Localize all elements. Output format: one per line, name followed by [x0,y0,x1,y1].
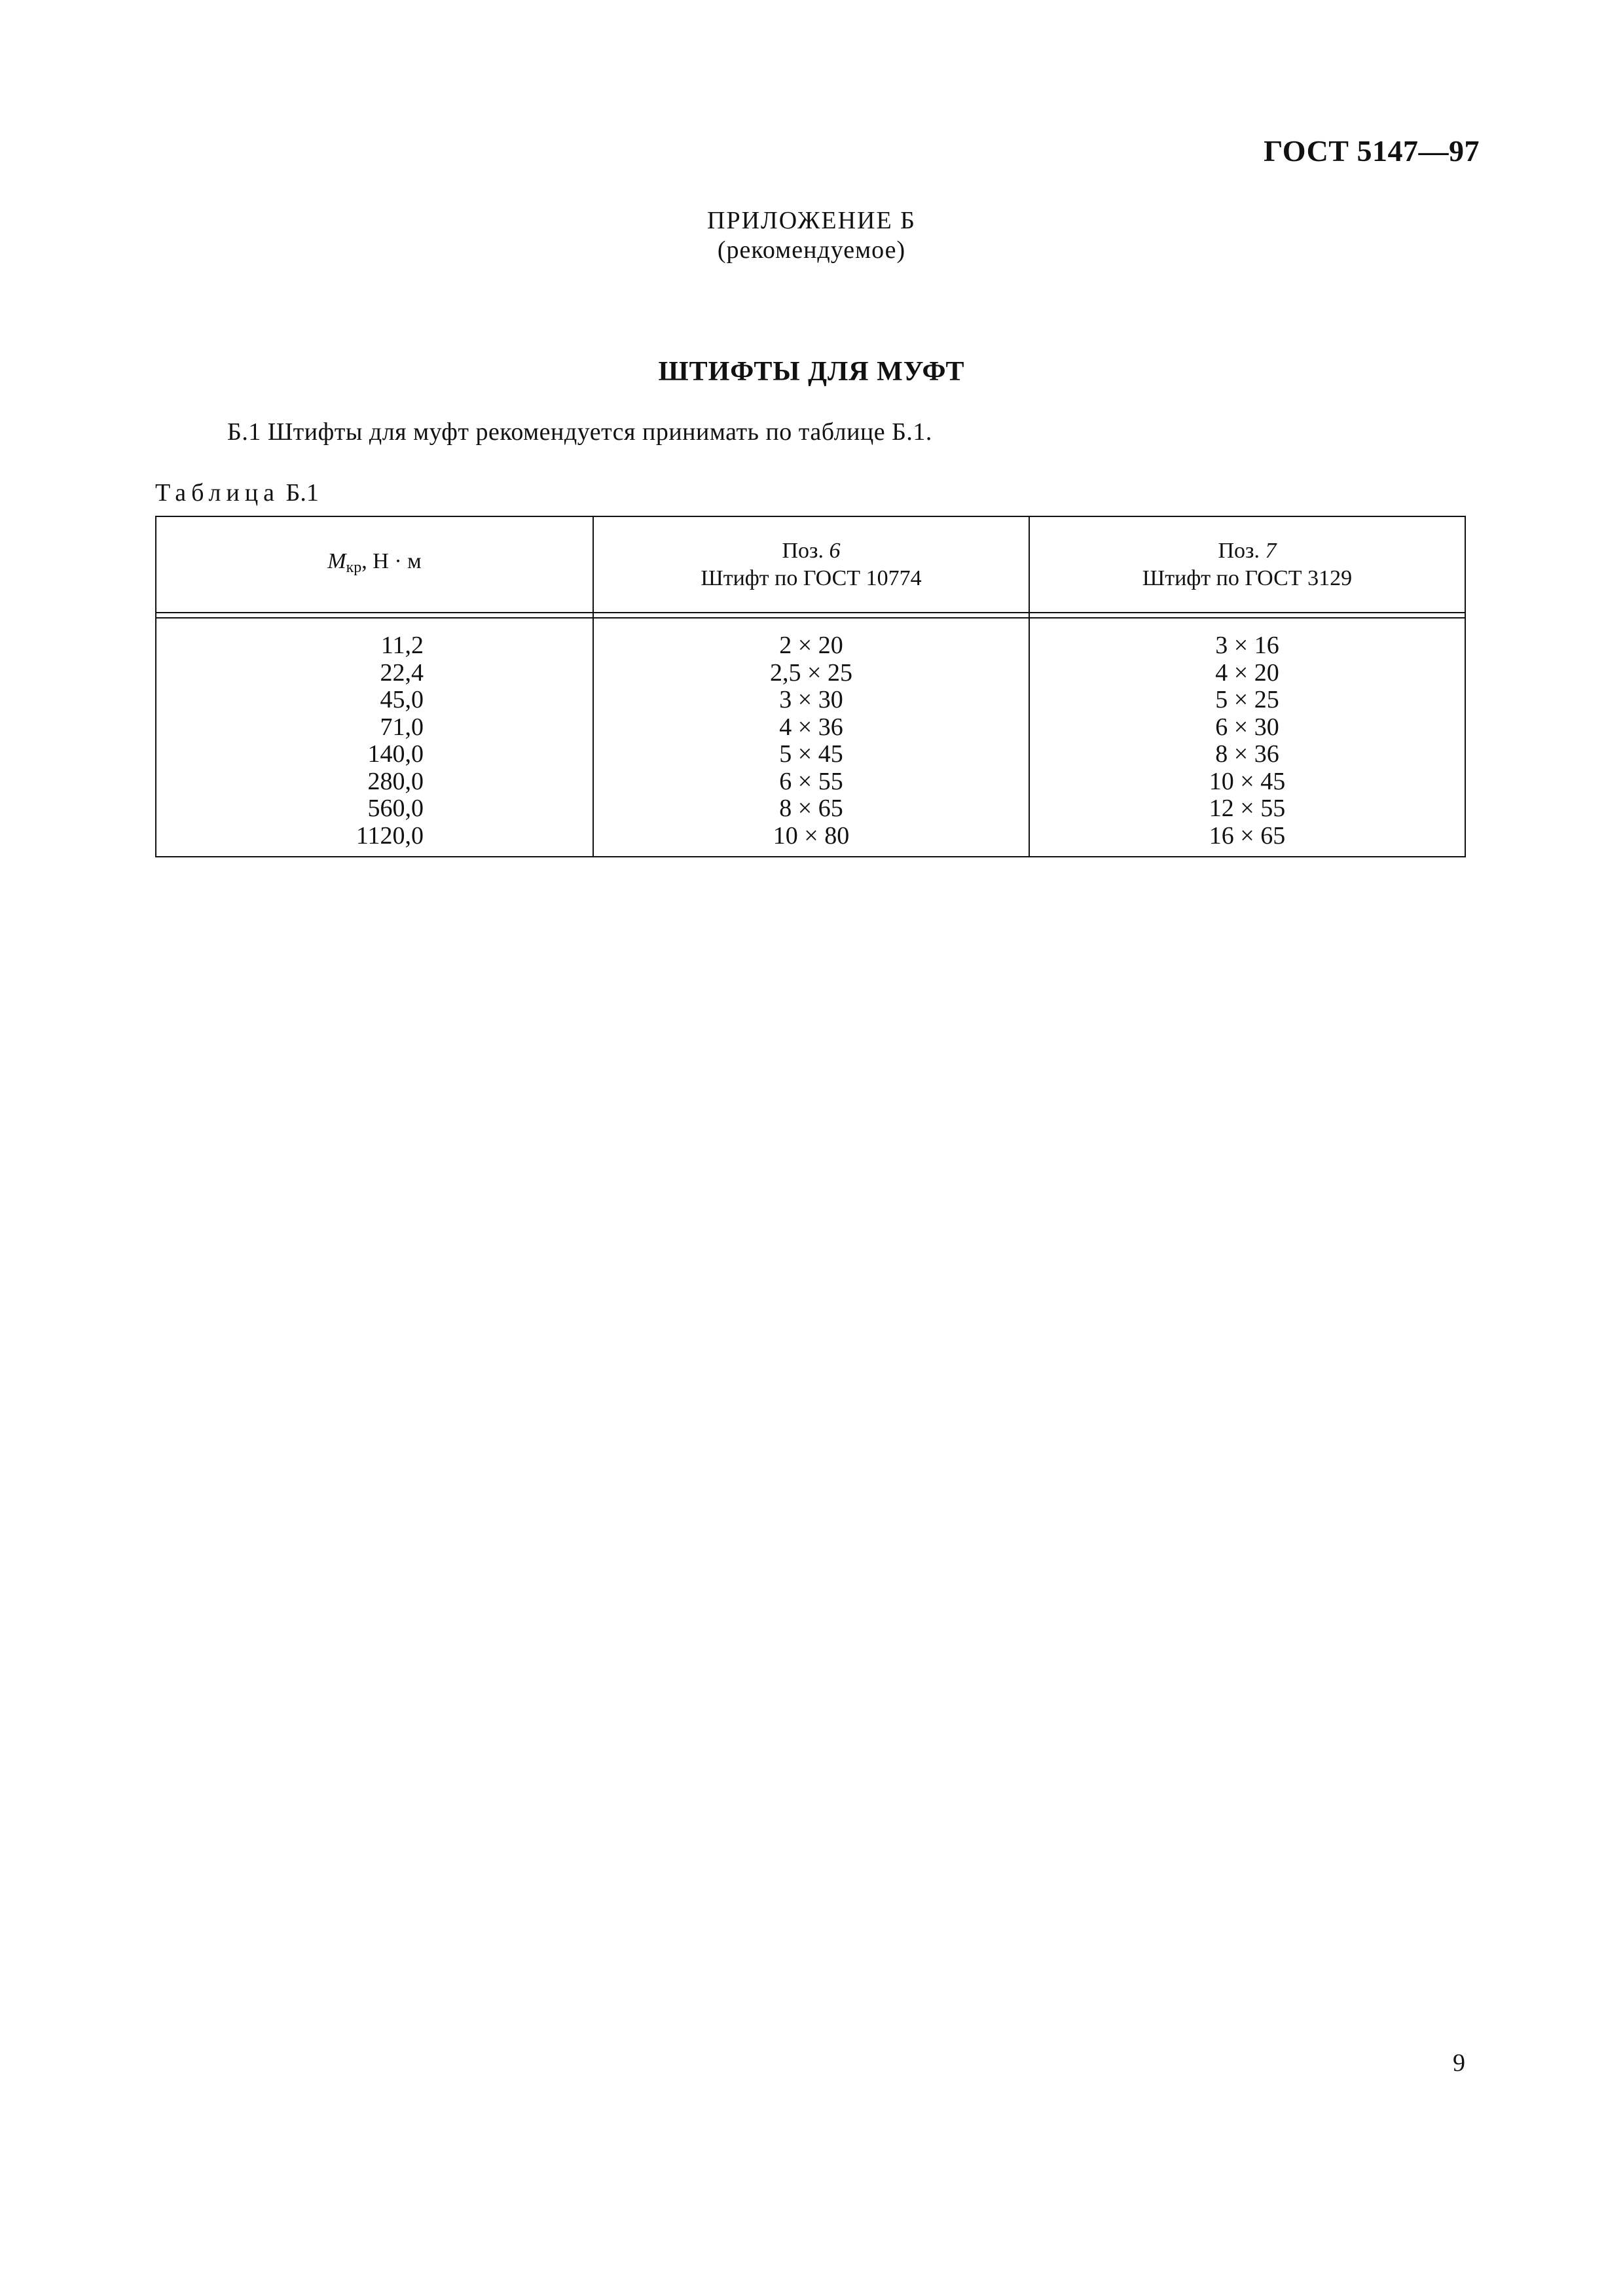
pin-pos7-cell: 5 × 25 [1215,686,1279,713]
section-title: ШТИФТЫ ДЛЯ МУФТ [658,357,965,387]
header-torque-label [327,548,421,581]
pin-pos6-cell: 4 × 36 [779,713,843,741]
appendix-title: ПРИЛОЖЕНИЕ Б [707,207,916,234]
header-cell-pos6 [594,517,1029,612]
torque-cell: 22,4 [380,658,424,687]
pin-pos6-column [594,632,1029,850]
pos-number: 6 [829,538,841,563]
header-divider [156,612,1465,613]
torque-cell: 280,0 [367,767,424,795]
torque-subscript: кр [346,559,362,576]
pin-pos6-cell: 6 × 55 [779,767,843,795]
table-caption-word: Таблица [155,479,280,507]
pin-pos7-cell: 10 × 45 [1209,767,1286,795]
pos-label: Поз. [782,538,824,563]
torque-column [156,632,593,850]
torque-unit: , Н · м [361,549,422,573]
pin-pos7-cell: 6 × 30 [1215,713,1279,741]
torque-cell: 11,2 [380,632,424,659]
table-caption [155,478,319,507]
torque-cell: 140,0 [367,740,424,768]
document-code: ГОСТ 5147—97 [1264,134,1480,168]
pin-pos7-cell: 16 × 65 [1209,821,1286,850]
pin-pos6-cell: 8 × 65 [779,795,843,822]
torque-cell: 560,0 [367,795,424,822]
pos-label: Поз. [1218,538,1260,563]
header-pos6-line [782,537,841,565]
header-cell-pos7 [1030,517,1465,612]
pos-number: 7 [1265,538,1277,563]
pin-pos7-column [1030,632,1465,850]
torque-cell: 71,0 [380,713,424,741]
pin-pos7-cell: 12 × 55 [1209,795,1286,822]
pin-pos6-cell: 2,5 × 25 [770,658,852,687]
pin-pos7-cell: 4 × 20 [1215,658,1279,687]
paragraph-b1: Б.1 Штифты для муфт рекомендуется принимать по таблице Б.1. [227,418,932,446]
pins-table [155,516,1466,857]
torque-cell: 45,0 [380,686,424,713]
appendix-heading [0,206,1623,264]
torque-symbol: M [327,549,346,573]
header-pos7-desc: Штифт по ГОСТ 3129 [1142,565,1353,590]
pin-pos7-cell: 3 × 16 [1215,632,1279,659]
header-pos6-desc: Штифт по ГОСТ 10774 [701,565,922,590]
pin-pos6-cell: 3 × 30 [779,686,843,713]
header-pos7-line [1218,537,1277,565]
header-cell-torque [156,517,593,612]
header-divider [156,617,1465,619]
pin-pos7-cell: 8 × 36 [1215,740,1279,768]
page-number: 9 [1453,2049,1465,2077]
appendix-subtitle: (рекомендуемое) [717,236,906,264]
pin-pos6-cell: 5 × 45 [779,740,843,768]
pin-pos6-cell: 2 × 20 [779,632,843,659]
table-caption-number: Б.1 [285,479,319,507]
torque-cell: 1120,0 [356,821,424,850]
pin-pos6-cell: 10 × 80 [773,821,850,850]
